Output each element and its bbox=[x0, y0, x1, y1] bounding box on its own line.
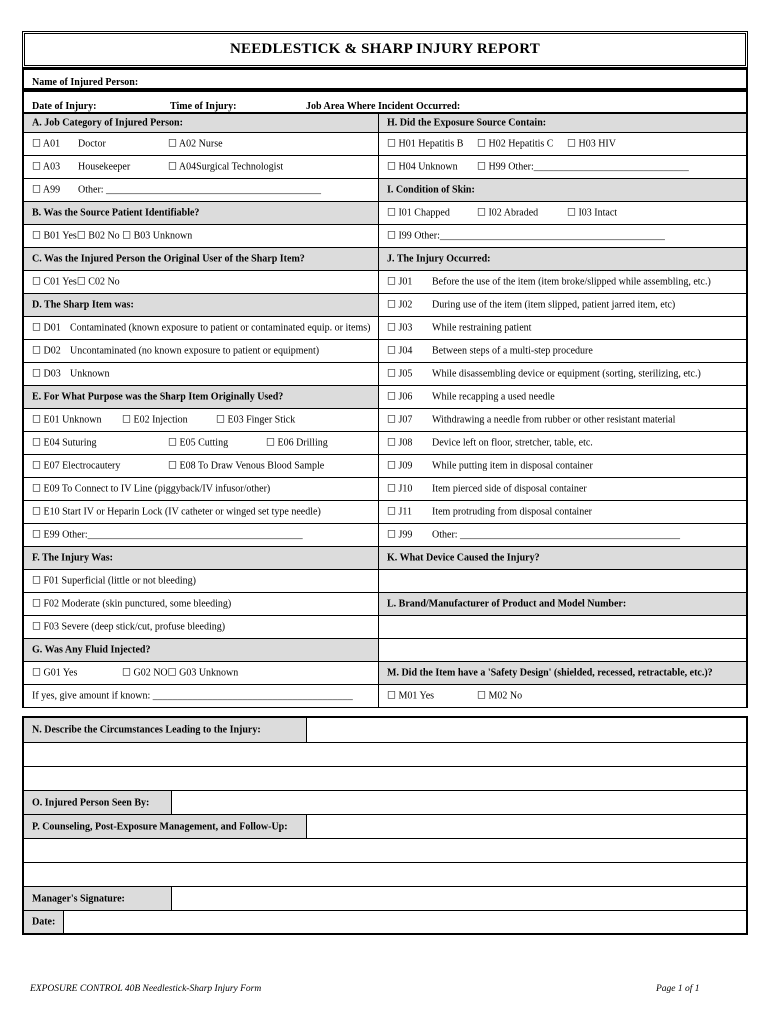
checkbox-m01[interactable]: ☐ M01 Yes bbox=[387, 690, 435, 702]
j-item-label: Between steps of a multi-step procedure bbox=[432, 345, 593, 357]
j-item-label: During use of the item (item slipped, patient jarred item, etc) bbox=[432, 299, 676, 311]
time-of-injury-label: Time of Injury: bbox=[170, 101, 237, 112]
j-item-label: Other: ____________________________________________ bbox=[432, 529, 681, 541]
footer-page-number: Page 1 of 1 bbox=[656, 984, 700, 994]
checkbox-h02[interactable]: ☐ H02 Hepatitis C bbox=[477, 138, 554, 150]
j-item-label: While restraining patient bbox=[432, 322, 532, 334]
checkbox-j07[interactable]: ☐ J07 bbox=[387, 414, 413, 426]
checkbox-j04[interactable]: ☐ J04 bbox=[387, 345, 413, 357]
checkbox-i99[interactable]: ☐ I99 Other:_____________________________________________ bbox=[387, 230, 665, 242]
section-j-row bbox=[379, 524, 748, 547]
checkbox-j02[interactable]: ☐ J02 bbox=[387, 299, 413, 311]
checkbox-a02[interactable]: ☐ A02 Nurse bbox=[168, 138, 223, 150]
form-title-text: NEEDLESTICK & SHARP INJURY REPORT bbox=[229, 41, 541, 57]
checkbox-b01[interactable]: ☐ B01 Yes☐ B02 No ☐ B03 Unknown bbox=[32, 230, 193, 242]
section-f-row-2 bbox=[22, 593, 379, 616]
section-o-row[interactable] bbox=[22, 791, 748, 815]
j-item-label: Before the use of the item (item broke/slipped while assembling, etc.) bbox=[432, 276, 711, 288]
counseling-line-2[interactable] bbox=[22, 863, 748, 887]
checkbox-e05[interactable]: ☐ E05 Cutting bbox=[168, 437, 229, 449]
section-p-row[interactable] bbox=[22, 815, 748, 839]
injured-person-name-field[interactable] bbox=[22, 68, 748, 90]
section-j-row bbox=[379, 432, 748, 455]
date-row[interactable] bbox=[22, 911, 748, 935]
checkbox-e10[interactable]: ☐ E10 Start IV or Heparin Lock (IV catheter or winged set type needle) bbox=[32, 506, 321, 518]
checkbox-i01[interactable]: ☐ I01 Chapped bbox=[387, 207, 450, 219]
section-i-row-2 bbox=[379, 225, 748, 248]
checkbox-j06[interactable]: ☐ J06 bbox=[387, 391, 413, 403]
checkbox-d01[interactable]: ☐ D01 bbox=[32, 322, 61, 334]
checkbox-e04[interactable]: ☐ E04 Suturing bbox=[32, 437, 97, 449]
section-a-row-2 bbox=[22, 156, 379, 179]
section-h-header: H. Did the Exposure Source Contain: bbox=[379, 114, 748, 133]
checkbox-g02[interactable]: ☐ G02 NO☐ G03 Unknown bbox=[122, 667, 239, 679]
checkbox-j99[interactable]: ☐ J99 bbox=[387, 529, 413, 541]
injury-details-row[interactable] bbox=[22, 90, 748, 114]
checkbox-j08[interactable]: ☐ J08 bbox=[387, 437, 413, 449]
checkbox-e07[interactable]: ☐ E07 Electrocautery bbox=[32, 460, 121, 472]
section-e-row-5 bbox=[22, 501, 379, 524]
j-item-label: Item pierced side of disposal container bbox=[432, 483, 587, 495]
section-f-row-3 bbox=[22, 616, 379, 639]
section-e-row-6 bbox=[22, 524, 379, 547]
section-g-header: G. Was Any Fluid Injected? bbox=[22, 639, 379, 662]
injured-person-name-label: Name of Injured Person: bbox=[32, 77, 139, 88]
checkbox-e02[interactable]: ☐ E02 Injection bbox=[122, 414, 188, 426]
section-i-header: I. Condition of Skin: bbox=[379, 179, 748, 202]
checkbox-e01[interactable]: ☐ E01 Unknown bbox=[32, 414, 102, 426]
checkbox-e06[interactable]: ☐ E06 Drilling bbox=[266, 437, 328, 449]
section-n-row[interactable] bbox=[22, 716, 748, 743]
section-b-row bbox=[22, 225, 379, 248]
section-j-row bbox=[379, 294, 748, 317]
section-j-row bbox=[379, 501, 748, 524]
d03-label: Unknown bbox=[70, 368, 110, 380]
a01-label: Doctor bbox=[78, 138, 106, 150]
section-j-row bbox=[379, 317, 748, 340]
section-e-row-3 bbox=[22, 455, 379, 478]
section-p-header: P. Counseling, Post-Exposure Management, and Follow-Up: bbox=[24, 815, 307, 838]
section-a-row-3 bbox=[22, 179, 379, 202]
checkbox-d02[interactable]: ☐ D02 bbox=[32, 345, 61, 357]
section-h-row-2 bbox=[379, 156, 748, 179]
section-g-row-1 bbox=[22, 662, 379, 685]
counseling-line-1[interactable] bbox=[22, 839, 748, 863]
section-j-row bbox=[379, 386, 748, 409]
j-item-label: While putting item in disposal container bbox=[432, 460, 593, 472]
j-item-label: Item protruding from disposal container bbox=[432, 506, 592, 518]
section-i-row-1 bbox=[379, 202, 748, 225]
brand-manufacturer-field-1[interactable] bbox=[379, 616, 748, 639]
checkbox-h99[interactable]: ☐ H99 Other:_______________________________ bbox=[477, 161, 689, 173]
j-item-label: Withdrawing a needle from rubber or other resistant material bbox=[432, 414, 676, 426]
section-b-header: B. Was the Source Patient Identifiable? bbox=[22, 202, 379, 225]
footer-form-name: EXPOSURE CONTROL 40B Needlestick-Sharp Injury Form bbox=[30, 984, 262, 994]
j-item-label: While disassembling device or equipment (sorting, sterilizing, etc.) bbox=[432, 368, 701, 380]
a99-other-field[interactable]: Other: ___________________________________________ bbox=[78, 184, 322, 196]
date-label: Date: bbox=[24, 911, 64, 933]
checkbox-j11[interactable]: ☐ J11 bbox=[387, 506, 412, 518]
brand-manufacturer-field-2[interactable] bbox=[379, 639, 748, 662]
section-e-row-2 bbox=[22, 432, 379, 455]
section-j-row bbox=[379, 478, 748, 501]
section-f-header: F. The Injury Was: bbox=[22, 547, 379, 570]
section-a-header: A. Job Category of Injured Person: bbox=[22, 114, 379, 133]
checkbox-i03[interactable]: ☐ I03 Intact bbox=[567, 207, 618, 219]
checkbox-a01[interactable]: ☐ A01 bbox=[32, 138, 61, 150]
checkbox-d03[interactable]: ☐ D03 bbox=[32, 368, 61, 380]
section-a-row-1 bbox=[22, 133, 379, 156]
checkbox-j10[interactable]: ☐ J10 bbox=[387, 483, 413, 495]
form-title bbox=[22, 31, 748, 68]
section-l-header: L. Brand/Manufacturer of Product and Model Number: bbox=[379, 593, 748, 616]
section-g-row-2 bbox=[22, 685, 379, 708]
checkbox-j03[interactable]: ☐ J03 bbox=[387, 322, 413, 334]
checkbox-f02[interactable]: ☐ F02 Moderate (skin punctured, some bleeding) bbox=[32, 598, 232, 610]
checkbox-f01[interactable]: ☐ F01 Superficial (little or not bleeding) bbox=[32, 575, 196, 587]
section-m-header: M. Did the Item have a 'Safety Design' (shielded, recessed, retractable, etc.)? bbox=[379, 662, 748, 685]
section-j-row bbox=[379, 409, 748, 432]
section-e-header: E. For What Purpose was the Sharp Item Originally Used? bbox=[22, 386, 379, 409]
section-e-row-1 bbox=[22, 409, 379, 432]
checkbox-a99[interactable]: ☐ A99 bbox=[32, 184, 61, 196]
checkbox-m02[interactable]: ☐ M02 No bbox=[477, 690, 523, 702]
manager-signature-label: Manager's Signature: bbox=[24, 887, 172, 910]
checkbox-j01[interactable]: ☐ J01 bbox=[387, 276, 413, 288]
section-f-row-1 bbox=[22, 570, 379, 593]
section-c-row bbox=[22, 271, 379, 294]
checkbox-e08[interactable]: ☐ E08 To Draw Venous Blood Sample bbox=[168, 460, 325, 472]
section-k-header: K. What Device Caused the Injury? bbox=[379, 547, 748, 570]
section-d-header: D. The Sharp Item was: bbox=[22, 294, 379, 317]
circumstances-line-1[interactable] bbox=[22, 743, 748, 767]
section-j-row bbox=[379, 340, 748, 363]
checkbox-a04[interactable]: ☐ A04Surgical Technologist bbox=[168, 161, 284, 173]
checkbox-j09[interactable]: ☐ J09 bbox=[387, 460, 413, 472]
date-of-injury-label: Date of Injury: bbox=[32, 101, 97, 112]
checkbox-c01[interactable]: ☐ C01 Yes☐ C02 No bbox=[32, 276, 120, 288]
section-d-row-1 bbox=[22, 317, 379, 340]
a03-label: Housekeeper bbox=[78, 161, 131, 173]
checkbox-f03[interactable]: ☐ F03 Severe (deep stick/cut, profuse bleeding) bbox=[32, 621, 226, 633]
fluid-amount-field[interactable]: If yes, give amount if known: ________________________________________ bbox=[32, 690, 353, 702]
section-j-row bbox=[379, 363, 748, 386]
section-j-row bbox=[379, 455, 748, 478]
job-area-label: Job Area Where Incident Occurred: bbox=[306, 101, 461, 112]
section-c-header: C. Was the Injured Person the Original User of the Sharp Item? bbox=[22, 248, 379, 271]
section-e-row-4 bbox=[22, 478, 379, 501]
section-j-header: J. The Injury Occurred: bbox=[379, 248, 748, 271]
section-h-row-1 bbox=[379, 133, 748, 156]
checkbox-h01[interactable]: ☐ H01 Hepatitis B bbox=[387, 138, 464, 150]
device-caused-injury-field[interactable] bbox=[379, 570, 748, 593]
section-m-row bbox=[379, 685, 748, 708]
section-n-header: N. Describe the Circumstances Leading to the Injury: bbox=[24, 718, 307, 742]
checkbox-a03[interactable]: ☐ A03 bbox=[32, 161, 61, 173]
checkbox-i02[interactable]: ☐ I02 Abraded bbox=[477, 207, 539, 219]
section-d-row-3 bbox=[22, 363, 379, 386]
checkbox-h03[interactable]: ☐ H03 HIV bbox=[567, 138, 616, 150]
j-item-label: Device left on floor, stretcher, table, etc. bbox=[432, 437, 593, 449]
circumstances-line-2[interactable] bbox=[22, 767, 748, 791]
manager-signature-row[interactable] bbox=[22, 887, 748, 911]
d02-label: Uncontaminated (no known exposure to patient or equipment) bbox=[70, 345, 320, 357]
section-o-header: O. Injured Person Seen By: bbox=[24, 791, 172, 814]
checkbox-e99[interactable]: ☐ E99 Other:___________________________________________ bbox=[32, 529, 303, 541]
checkbox-e03[interactable]: ☐ E03 Finger Stick bbox=[216, 414, 296, 426]
section-j-row bbox=[379, 271, 748, 294]
checkbox-h04[interactable]: ☐ H04 Unknown bbox=[387, 161, 458, 173]
checkbox-g01[interactable]: ☐ G01 Yes bbox=[32, 667, 78, 679]
section-d-row-2 bbox=[22, 340, 379, 363]
d01-label: Contaminated (known exposure to patient or contaminated equip. or items) bbox=[70, 322, 371, 334]
checkbox-j05[interactable]: ☐ J05 bbox=[387, 368, 413, 380]
j-item-label: While recapping a used needle bbox=[432, 391, 555, 403]
checkbox-e09[interactable]: ☐ E09 To Connect to IV Line (piggyback/IV infusor/other) bbox=[32, 483, 271, 495]
